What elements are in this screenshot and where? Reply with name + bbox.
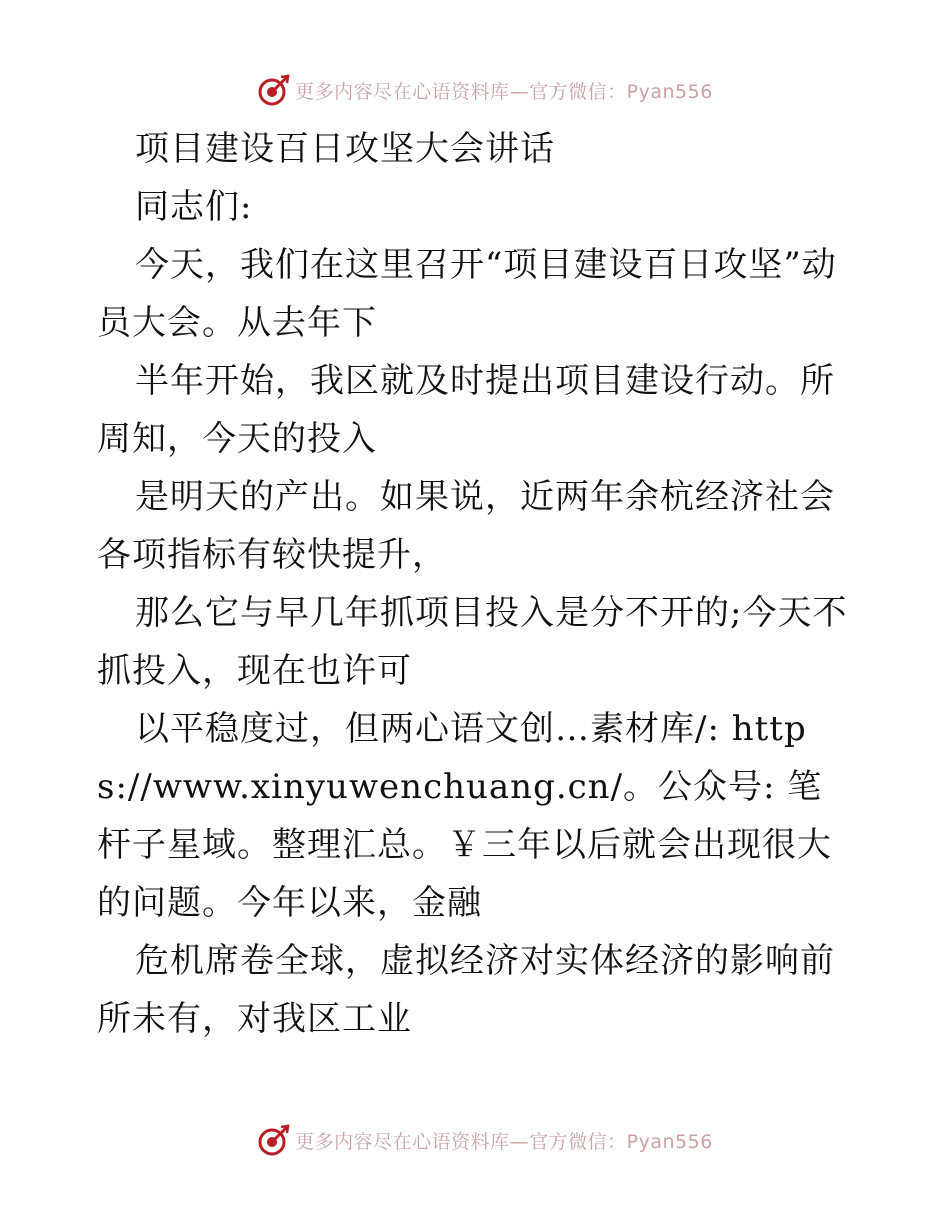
body-paragraph: 危机席卷全球，虚拟经济对实体经济的影响前所未有，对我区工业 [97, 941, 835, 1039]
header-banner-text: 更多内容尽在心语资料库—官方微信：Pyan556 [295, 80, 713, 103]
footer-banner-text: 更多内容尽在心语资料库—官方微信：Pyan556 [295, 1130, 713, 1153]
body-paragraph: 那么它与早几年抓项目投入是分不开的;今天不抓投入，现在也许可 [97, 593, 848, 691]
body-paragraph: 是明天的产出。如果说，近两年余杭经济社会各项指标有较快提升， [97, 477, 835, 575]
document-title: 项目建设百日攻坚大会讲话 [135, 129, 555, 169]
quill-seal-icon [257, 1123, 291, 1157]
body-paragraph-with-link: 以平稳度过，但两心语文创…素材库/: https://www.xinyuwenchuang.cn/。公众号: 笔杆子星域。整理汇总。￥三年以后就会出现很大的问题。今年以来，金融 [97, 709, 832, 923]
document-body [97, 120, 857, 1048]
footer-banner [0, 1120, 950, 1160]
footer-banner-content [257, 1123, 713, 1157]
body-paragraph: 今天，我们在这里召开“项目建设百日攻坚”动员大会。从去年下 [97, 245, 837, 343]
salutation: 同志们: [135, 187, 253, 227]
header-banner-content [257, 73, 713, 107]
quill-seal-icon [257, 73, 291, 107]
body-paragraph: 半年开始，我区就及时提出项目建设行动。所周知，今天的投入 [97, 361, 835, 459]
header-banner [0, 70, 950, 110]
